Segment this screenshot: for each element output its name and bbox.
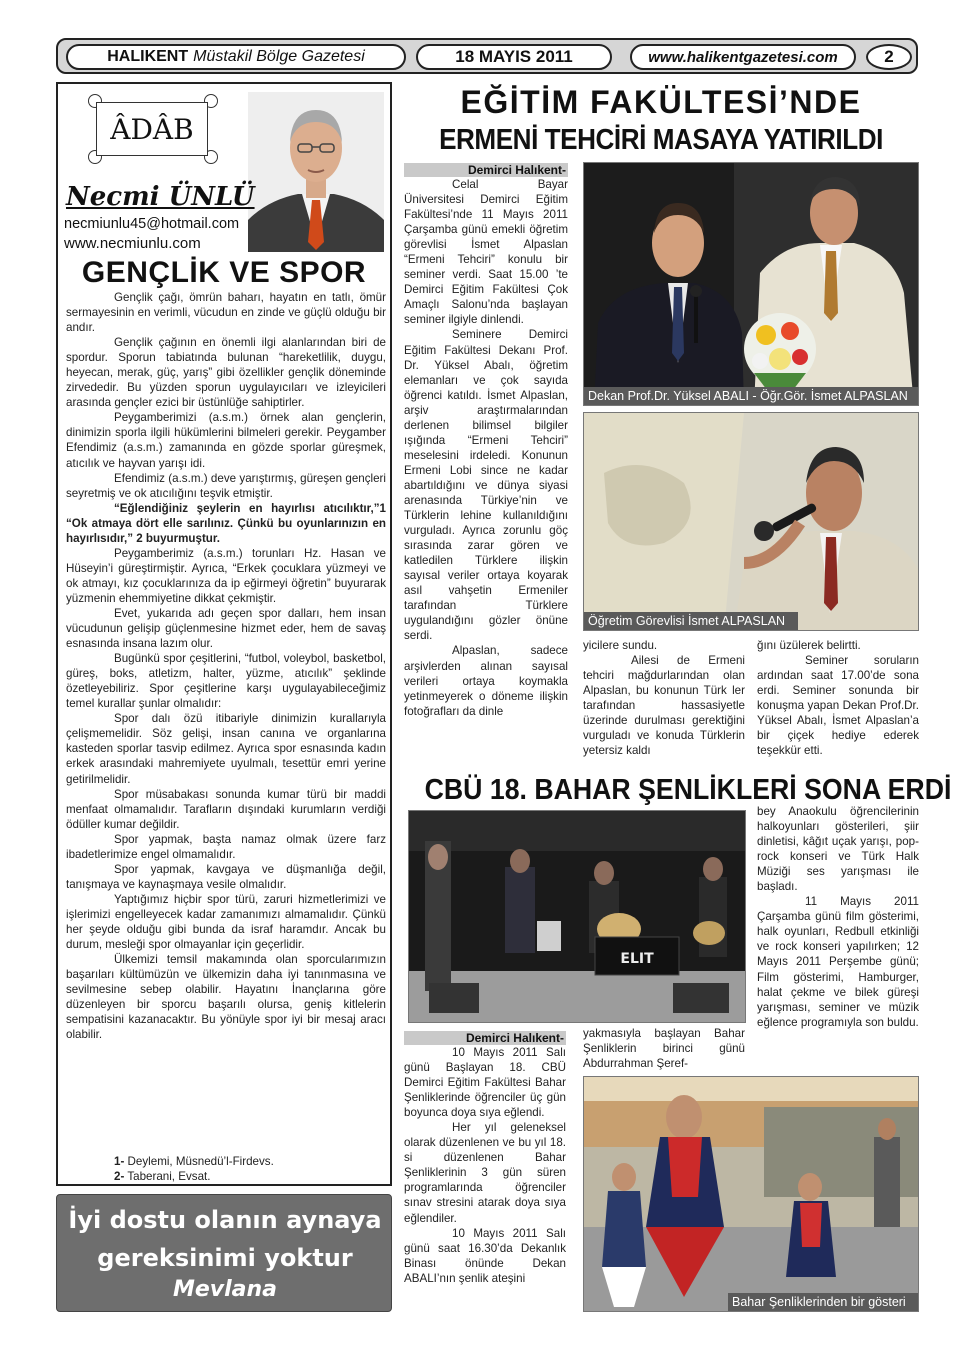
article2-col1: [404, 1045, 566, 1286]
paragraph: Yaptığımız hiçbir spor türü, zaruri hizmetlerimizi ve işlerimizi engelleyecek kadar zamanımızı almamalıdır. Çünkü her şeyde olduğu gibi bunda da israf haramdır. Ancak bu durum, mesleği spor olmayanlar için geçerlidir.: [66, 892, 386, 952]
article1-col3: [757, 638, 919, 758]
paper-name: HALIKENT: [107, 48, 189, 65]
paragraph: Bugünkü spor çeşitlerini, “futbol, voleybol, basketbol, güreş, boks, atletizm, halter, yüzme, atıcılık” şeklinde özetleyebiliriz. Spor çeşitlerine karşı uygulayabileceğimiz temel kurallar şunlar olmalıdır:: [66, 652, 386, 711]
paragraph: Spor yapmak, kavgaya ve düşmanlığa değil, tanışmaya ve kaynaşmaya vesile olmalıdır.: [66, 862, 386, 891]
quote-author: Mevlana: [172, 1277, 278, 1302]
paragraph: Alpaslan, sadece arşivlerden alınan sayısal verileri ortaya koymakla yetinmeyerek o döneme ilişkin fotoğrafları da dinle: [404, 644, 568, 718]
author-portrait: [248, 92, 384, 252]
paragraph: 11 Mayıs 2011 Çarşamba günü film gösterimi, halk oyunları, Redbull etkinliği ve rock konseri yapılırken; 12 Mayıs 2011 Perşembe günü; Film gösterimi, Hamburger, halat çekme ve bilek güreşi yarışması, seminer ve müzik eğlence programıyla son buldu.: [757, 895, 919, 1029]
paper-name-pill: [66, 44, 406, 70]
article1-byline: Demirci Halıkent-: [404, 163, 568, 177]
paragraph: Celal Bayar Üniversitesi Demirci Eğitim Fakültesi’nde 11 Mayıs 2011 Çarşamba günü emekli öğretim görevlisi İsmet Alpaslan “Ermeni Tehciri” konulu bir seminer verdi. Saat 15.00 ’te Demirci Eğitim Fakültesi Çok Amaçlı Salonu’nda başlayan seminer ilgiyle dinlendi.: [404, 178, 568, 327]
page-number: 2: [866, 44, 912, 70]
column-body: [66, 290, 386, 1042]
article2-photo-dance: [583, 1076, 919, 1312]
paragraph: Her yıl geleneksel olarak düzenlenen ve bu yıl 18. si düzenlenen Bahar Şenliklerinin 3 gün süren programlarında öğrenciler sınav stresini atarak doya sıya eğlendiler.: [404, 1121, 566, 1225]
article1-headline-line1: EĞİTİM FAKÜLTESİ’NDE: [460, 84, 862, 120]
paragraph: Spor dalı özü itibariyle dinimizin kurallarıyla çelişmemelidir. Söz gelişi, insan canına ve organlarına kasteden sporlar tasvip edilmez. Ayrıca spor esnasında kadın erkek arasındaki mahremiyete uyulmalı, tesettür emri yerine getirilmelidir.: [66, 712, 386, 786]
masthead: [56, 38, 918, 74]
paragraph: Seminere Demirci Eğitim Fakültesi Dekanı Prof. Dr. Yüksel Abalı, öğretim elemanları ve çok sayıda öğrenci katıldı. İsmet Alpaslan, arşiv araştırmalarından derlenen bilimsel bilgiler ışığında “Ermeni Tehciri” meselesini irdeledi. Konunun Ermeni Lobi since ne kadar abartıldığını ve dünya siyasi arenasında Türkiye’nin ve Türklerin lehine kullanıldığını vurguladı. Ayrıca zorunlu göç sırasında zarar gören ve katledilen Türklere ilişkin sayısal veriler ortaya koyarak asıl vahşetin Ermeniler tarafından Türklere uygulandığını gözler önüne serdi.: [404, 328, 568, 643]
article1-photo-dean: [583, 162, 919, 406]
adab-scroll-logo: [88, 94, 218, 164]
author-website[interactable]: www.necmiunlu.com: [64, 235, 201, 252]
quote-text: İyi dostu olanın aynaya gereksinimi yoktur: [68, 1206, 382, 1272]
issue-date: 18 MAYIS 2011: [416, 44, 612, 70]
website-link[interactable]: www.halikentgazetesi.com: [630, 44, 856, 70]
logo-text: ÂDÂB: [96, 102, 208, 156]
article2-byline: Demirci Halıkent-: [404, 1031, 566, 1045]
footnotes: [114, 1154, 274, 1184]
paragraph: Spor müsabakası sonunda kumar türü bir maddi menfaat olmamalıdır. Tarafların dışındaki kurumların verdiği ödüller kumar değildir.: [66, 787, 386, 831]
paragraph: Ülkemizi temsil makamında olan sporcularımızın başarıları kültümüzün ve ülkemizin daha iyi tanınmasına ve sevilmesine sebep olabilir. Hayatını İnançlarına göre düzenleyen bir sporcu başarılı olursa, geniş kitlelerin sempatisini kazanacaktır. Bu yönüyle spor iyi bir mesaj aracı olabilir.: [66, 953, 386, 1042]
paper-subtitle: Müstakil Bölge Gazetesi: [193, 48, 365, 65]
paragraph: Gençlik çağı, ömrün baharı, hayatın en tatlı, ömür sermayesinin en verimli, vücudun en zinde ve güçlü olduğu bir andır.: [66, 291, 386, 335]
stage-speaker-label: ELIT: [620, 951, 654, 967]
article2-headline: CBÜ 18. BAHAR ŞENLİKLERİ SONA ERDİ: [424, 774, 952, 806]
paragraph: Ailesi de Ermeni tehciri mağdurlarından olan Alpaslan, bu konunun Türk ler tarafından hassasiyetle üzerinde durulması gerektiğini vurguladı ve konuda Türklerin yetersiz kaldı: [583, 654, 745, 758]
photo-caption: Bahar Şenliklerinden bir gösteri: [728, 1293, 918, 1311]
paragraph: Efendimiz (a.s.m.) deve yarıştırmış, güreşen gençleri seyretmiş ve ok atıcılığını teşvik etmiştir.: [66, 471, 386, 500]
footnote: 2- Taberani, Evsat.: [114, 1170, 211, 1183]
quote-box: [56, 1194, 392, 1312]
paragraph: Spor yapmak, başta namaz olmak üzere farz ibadetlerimize engel olmamalıdır.: [66, 832, 386, 861]
footnote: 1- Deylemi, Müsnedü’l-Firdevs.: [114, 1155, 274, 1168]
paragraph: 10 Mayıs 2011 Salı günü Başlayan 18. CBÜ Demirci Eğitim Fakültesi Bahar Şenliklerinde öğrenciler üç gün boyunca doya sıya eğlendi.: [404, 1046, 566, 1120]
article1-headline-line2: ERMENİ TEHCİRİ MASAYA YATIRILDI: [439, 124, 883, 156]
paragraph: ğını üzülerek belirtti.: [757, 639, 861, 652]
paragraph: Peygamberimizi (a.s.m.) örnek alan gençlerin, dinimizin sporla ilgili hükümlerini bilmeleri gerekir. Peygamber Efendimiz (a.s.m.) zamanında en gözde sporlar güreşmek, atıcılık ve hayvan yarışı idi.: [66, 411, 386, 470]
photo-caption: Dekan Prof.Dr. Yüksel ABALI - Öğr.Gör. İsmet ALPASLAN: [584, 387, 919, 405]
article1-col1: [404, 177, 568, 719]
photo-caption: Öğretim Görevlisi İsmet ALPASLAN: [584, 612, 798, 630]
paragraph: bey Anaokulu öğrencilerinin halkoyunları gösterileri, şiir dinletisi, kâğıt uçak yarışı, pop-rock konseri ve Türk Halk Müziği ses yarışması ile başladı.: [757, 805, 919, 894]
author-name: Necmi ÜNLÜ: [66, 182, 255, 212]
article2-col2: [583, 1026, 745, 1071]
author-email[interactable]: necmiunlu45@hotmail.com: [64, 216, 240, 232]
paragraph: “Eğlendiğiniz şeylerin en hayırlısı atıcılıktır,”1 “Ok atmaya dört elle sarılınız. Çünkü bu oyunlarınızın en hayırlısıdır,” 2 buyurmuştur.: [66, 501, 386, 545]
paragraph: Evet, yukarıda adı geçen spor dalları, hem insan vücudunun gelişip güçlenmesine hizmet eder, hem de savaş esnasında insana lazım olur.: [66, 606, 386, 651]
article2-col3: [757, 804, 919, 1030]
paragraph: 10 Mayıs 2011 Salı günü saat 16.30’da Dekanlık Binası önünde Dekan ABALI’nın şenlik ateşini: [404, 1226, 566, 1285]
article2-photo-concert: [408, 810, 746, 1023]
paragraph: yakmasıyla başlayan Bahar Şenliklerin birinci günü Abdurrahman Şeref-: [583, 1027, 745, 1071]
column-title: GENÇLİK VE SPOR: [81, 256, 367, 289]
article1-col2: [583, 638, 745, 758]
paragraph: Peygamberimiz (a.s.m.) torunları Hz. Hasan ve Hüseyin’i güreştirmiştir. Ayrıca, “Erkek çocuklara yüzmeyi ve ok atmayı, kız çocuklarınıza da ip eğirmeyi öğretin” buyurarak yüzmenin ehemmiyetine dikkat çekmiştir.: [66, 546, 386, 605]
opinion-column: [56, 82, 392, 1186]
paragraph: Seminer soruların ardından saat 17.00’de sona erdi. Seminer sonunda bir konuşma yapan Dekan Prof.Dr. Yüksel Abalı, İsmet Alpaslan’a bir çiçek hediye ederek teşekkür etti.: [757, 654, 919, 758]
paragraph: yicilere sundu.: [583, 639, 658, 652]
paragraph: Gençlik çağının en önemli ilgi alanlarından biri de spordur. Sporun tabiatında bulunan “hareketlilik, duygu, heyecan, merak, güç, yarış” gibi özellikler gençlik döneminde zirvededir. Bu yüzden sporun uygulayıcıları ve izleyicileri arasında gençler ezici bir üstünlüğe sahiptirler.: [66, 336, 386, 410]
article1-photo-speaker: [583, 412, 919, 631]
